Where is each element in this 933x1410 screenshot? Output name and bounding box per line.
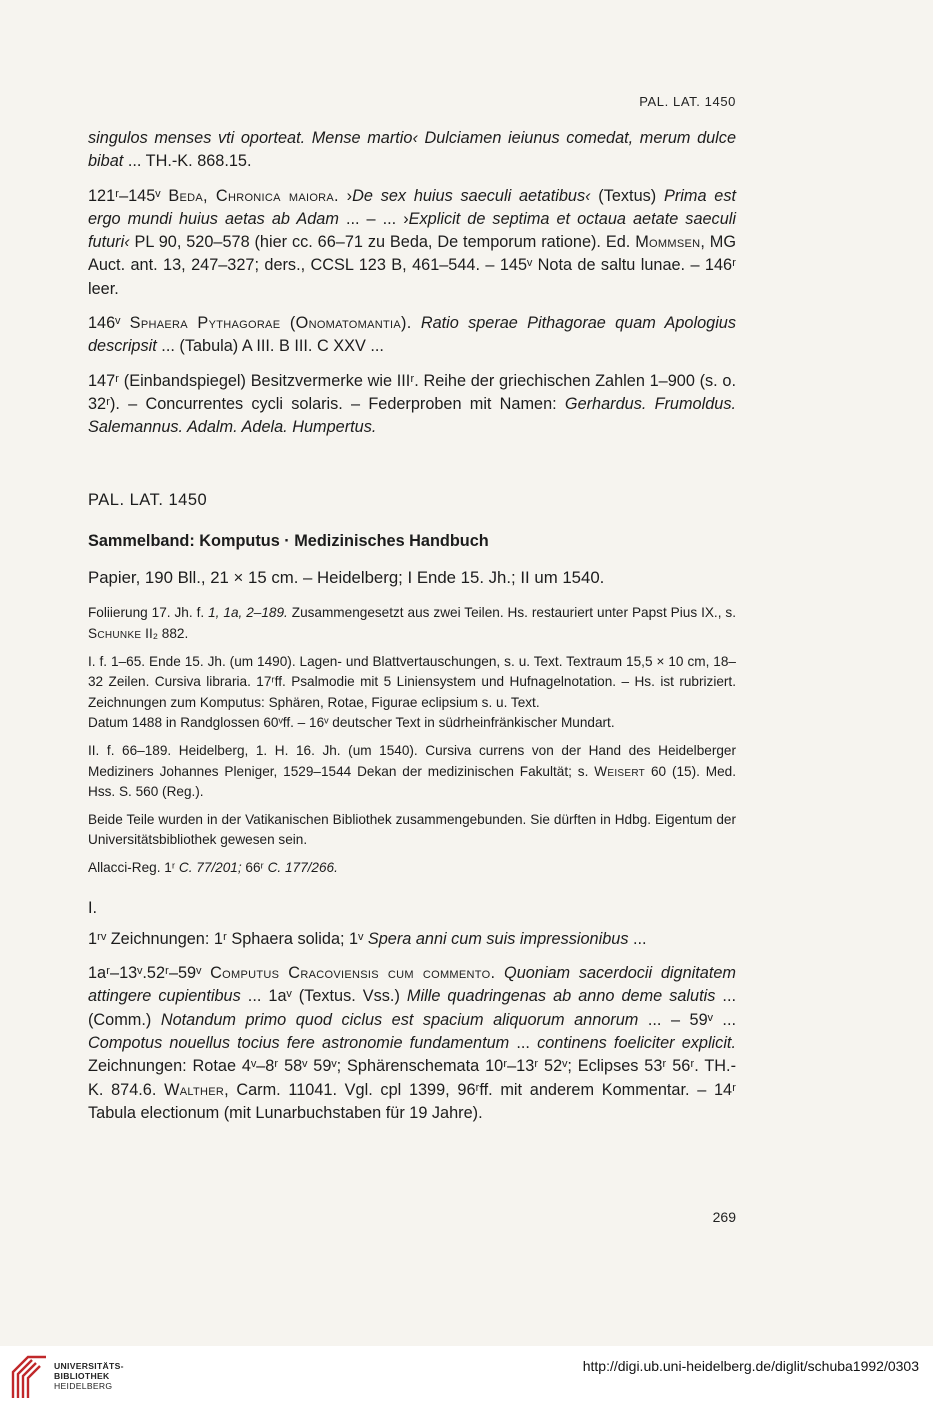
running-head: PAL. LAT. 1450 [639, 94, 736, 109]
library-logo-text: UNIVERSITÄTS- BIBLIOTHEK HEIDELBERG [54, 1361, 124, 1391]
manuscript-siglum: PAL. LAT. 1450 [88, 490, 208, 509]
section-heading: I. [88, 898, 98, 917]
note-part-one: I. f. 1–65. Ende 15. Jh. (um 1490). Lagen- und Blattvertauschungen, s. u. Text. Textraum 15,5 × 10 cm, 18–32 Zeilen. Cursiva libraria. 17ʳff. Psalmodie mit 5 Liniensystem und Hufnagelnotation. – Hs. ist rubriziert. Zeichnungen zum Komputus: Sphären, Rotae, Figurae eclipsium s. u. Text. [88, 653, 736, 710]
page-body [88, 127, 736, 1136]
physical-description: Papier, 190 Bll., 21 × 15 cm. – Heidelberg; I Ende 15. Jh.; II um 1540. [88, 568, 605, 588]
library-logo-icon [8, 1354, 50, 1400]
note-provenance: Beide Teile wurden in der Vatikanischen Bibliothek zusammengebunden. Sie dürften in Hdbg. Eigentum der Universitätsbibliothek gewesen sein. [88, 811, 736, 848]
permalink-url[interactable]: http://digi.ub.uni-heidelberg.de/diglit/schuba1992/0303 [582, 1358, 919, 1374]
entry-zeichnungen: 1ʳᵛ Zeichnungen: 1ʳ Sphaera solida; 1ᵛ Spera anni cum suis impressionibus ... [88, 929, 647, 948]
entry-sphaera-pythagorae: 146ᵛ Sphaera Pythagorae (Onomatomantia). Ratio sperae Pithagorae quam Apologius descripsit ... (Tabula) A III. B III. C XXV ... [88, 314, 737, 356]
manuscript-title: Sammelband: Komputus · Medizinisches Handbuch [88, 531, 489, 550]
page-number: 269 [712, 1209, 736, 1225]
note-date: Datum 1488 in Randglossen 60ᵛff. – 16ᵛ deutscher Text in südrheinfränkischer Mundart. [88, 715, 615, 731]
entry-einbandspiegel: 147ʳ (Einbandspiegel) Besitzvermerke wie IIIʳ. Reihe der griechischen Zahlen 1–900 (s. o. 32ʳ). – Concurrentes cycli solaris. – Federproben mit Namen: Gerhardus. Frumoldus. Salemannus. Adalm. Adela. Humpertus. [88, 371, 736, 437]
entry-computus-cracoviensis: 1aʳ–13ᵛ.52ʳ–59ᵛ Computus Cracoviensis cum commento. Quoniam sacerdocii dignitatem attingere cupientibus ... 1aᵛ (Textus. Vss.) Mille quadringenas ab anno deme salutis ... (Comm.) Notandum primo quod ciclus est spacium aliquorum annorum ... – 59ᵛ ... Compotus nouellus tocius fere astronomie fundamentum ... continens foeliciter explicit. Zeichnungen: Rotae 4ᵛ–8ʳ 58ᵛ 59ᵛ; Sphärenschemata 10ʳ–13ʳ 52ᵛ; Eclipses 53ʳ 56ʳ. TH.-K. 874.6. Walther, Carm. 11041. Vgl. cpl 1399, 96ʳff. mit anderem Kommentar. – 14ʳ Tabula electionum (mit Lunarbuchstaben für 19 Jahre). [88, 964, 736, 1122]
digitization-footer [0, 1346, 933, 1410]
entry-beda-chronica: 121ʳ–145ᵛ Beda, Chronica maiora. ›De sex huius saeculi aetatibus‹ (Textus) Prima est ergo mundi huius aetas ab Adam ... – ... ›Explicit de septima et octaua aetate saeculi futuri‹ PL 90, 520–578 (hier cc. 66–71 zu Beda, De temporum ratione). Ed. Mommsen, MG Auct. ant. 13, 247–327; ders., CCSL 123 B, 461–544. – 145ᵛ Nota de saltu lunae. – 146ʳ leer. [88, 186, 737, 298]
note-allacci: Allacci-Reg. 1ʳ C. 77/201; 66ʳ C. 177/266. [88, 859, 338, 875]
note-part-two: II. f. 66–189. Heidelberg, 1. H. 16. Jh. (um 1540). Cursiva currens von der Hand des Heidelberger Mediziners Johannes Pleniger, 1529–1544 Dekan der medizinischen Fakultät; s. Weisert 60 (15). Med. Hss. S. 560 (Reg.). [88, 743, 736, 800]
paragraph-incipit-continuation: singulos menses vti oporteat. Mense martio‹ Dulciamen ieiunus comedat, merum dulce bibat ... TH.-K. 868.15. [88, 129, 736, 171]
note-foliation: Foliierung 17. Jh. f. 1, 1a, 2–189. Zusammengesetzt aus zwei Teilen. Hs. restauriert unter Papst Pius IX., s. Schunke II₂ 882. [88, 605, 736, 642]
